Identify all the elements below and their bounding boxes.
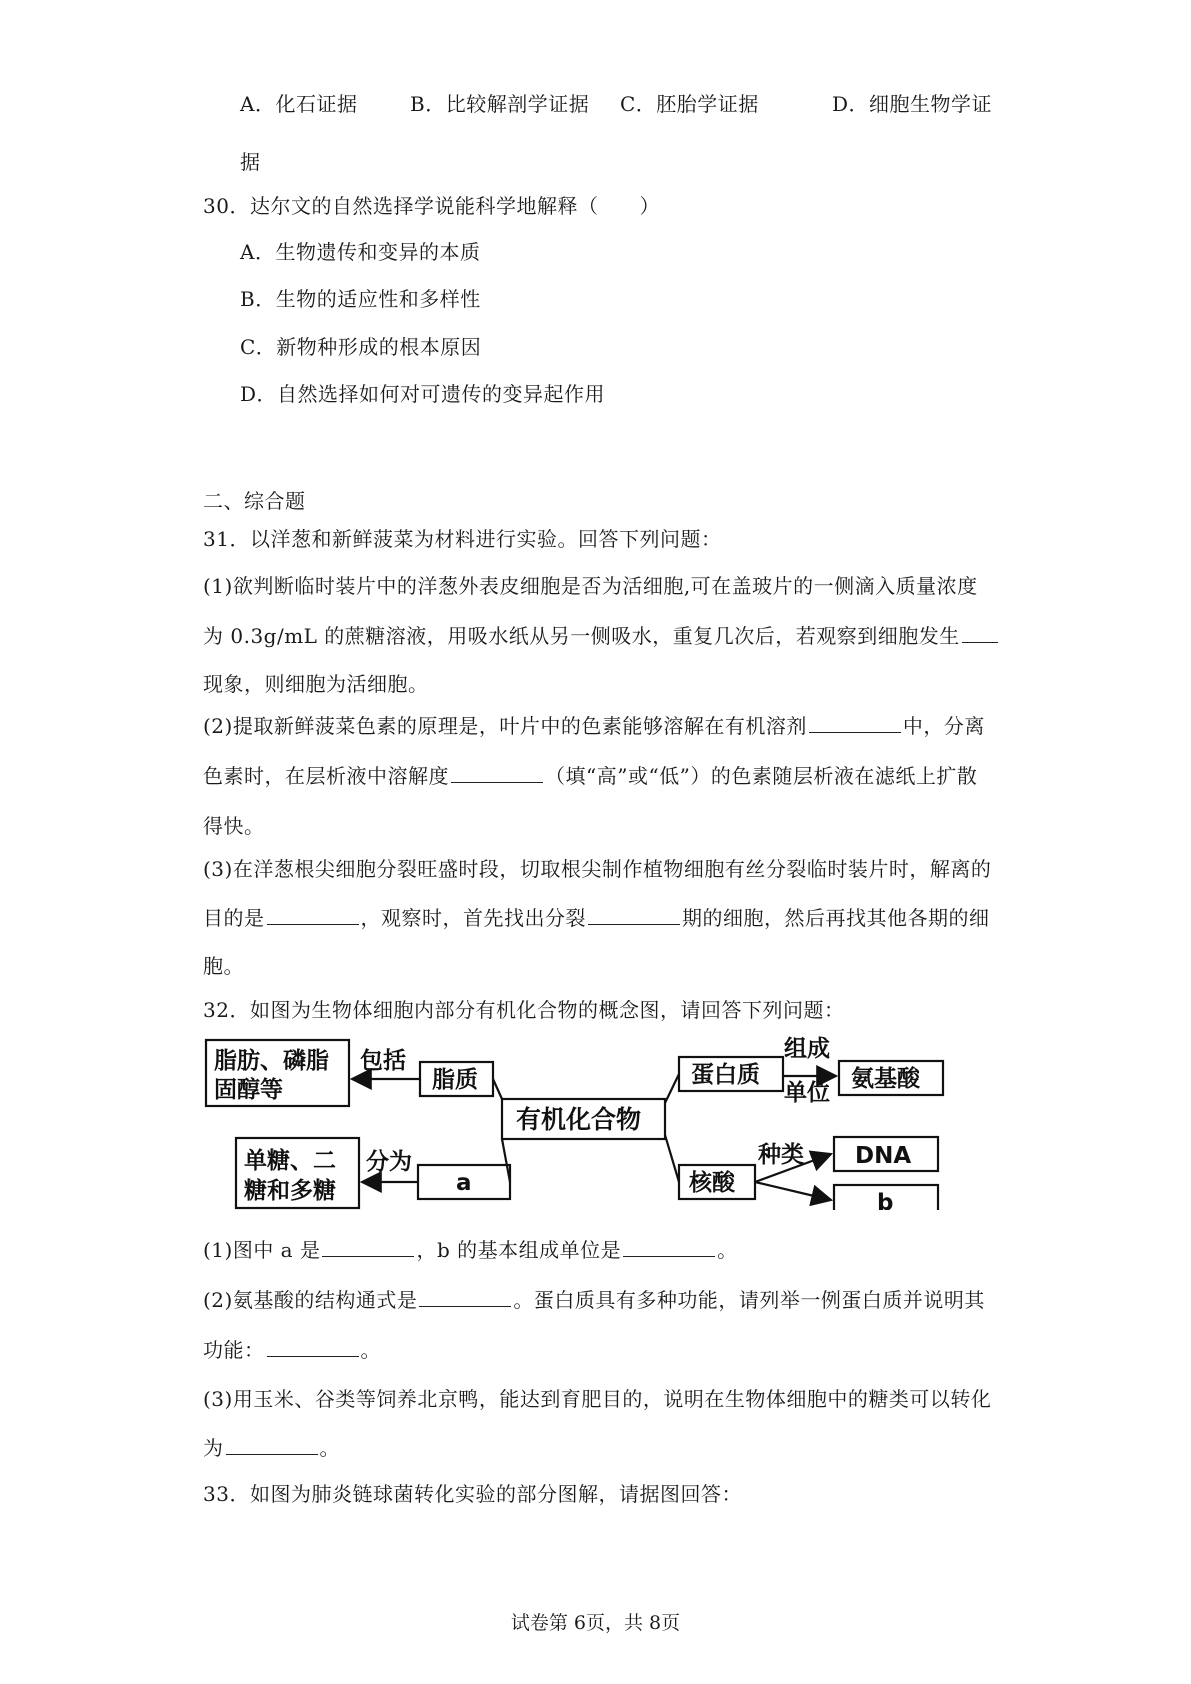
q29-option-a: A．化石证据 xyxy=(240,92,358,116)
protein-label: 蛋白质 xyxy=(691,1062,760,1088)
q31-part3-line1: (3)在洋葱根尖细胞分裂旺盛时段，切取根尖制作植物细胞有丝分裂临时装片时，解离的 xyxy=(203,857,992,881)
q32-part3-line2 xyxy=(203,1434,340,1462)
q31-part2-line2-tail: （填“高”或“低”）的色素随层析液在滤纸上扩散 xyxy=(545,764,978,788)
q31-part3-line2 xyxy=(203,904,990,932)
q31-part3-line2-mid: ，观察时，首先找出分裂 xyxy=(360,906,586,930)
q29-option-d-continued: 据 xyxy=(240,150,261,174)
q31-part2-line1-text: (2)提取新鲜菠菜色素的原理是，叶片中的色素能够溶解在有机溶剂 xyxy=(203,714,807,738)
q32-part1-tail: 。 xyxy=(717,1238,738,1262)
q31-part2-line3: 得快。 xyxy=(203,814,265,838)
q31-part2-line1-tail: 中，分离 xyxy=(902,714,985,738)
q32-stem: 32．如图为生物体细胞内部分有机化合物的概念图，请回答下列问题： xyxy=(203,998,845,1022)
section-title: 二、综合题 xyxy=(203,489,306,513)
answer-blank[interactable] xyxy=(623,1236,715,1257)
lipid-types-line1: 脂肪、磷脂 xyxy=(214,1048,329,1074)
answer-blank[interactable] xyxy=(267,1336,359,1357)
dna-label: DNA xyxy=(855,1143,912,1169)
amino-label: 氨基酸 xyxy=(851,1066,920,1092)
q32-part1-text: (1)图中 a 是 xyxy=(203,1238,321,1262)
lipid-label: 脂质 xyxy=(432,1067,478,1093)
center-label: 有机化合物 xyxy=(516,1105,642,1134)
q32-part2-line2 xyxy=(203,1336,381,1364)
answer-blank[interactable] xyxy=(267,904,359,925)
a-label: a xyxy=(456,1170,472,1196)
lipid-edge-label: 包括 xyxy=(360,1048,406,1074)
q30-option-b: B．生物的适应性和多样性 xyxy=(240,287,481,311)
q32-part2-tail: 。蛋白质具有多种功能，请列举一例蛋白质并说明其 xyxy=(513,1288,985,1312)
q29-option-c: C．胚胎学证据 xyxy=(620,92,759,116)
nucleic-edge-label: 种类 xyxy=(758,1142,804,1168)
q31-stem: 31．以洋葱和新鲜菠菜为材料进行实验。回答下列问题： xyxy=(203,527,722,551)
q31-part1-line1: (1)欲判断临时装片中的洋葱外表皮细胞是否为活细胞,可在盖玻片的一侧滴入质量浓度 xyxy=(203,574,978,598)
answer-blank[interactable] xyxy=(419,1286,511,1307)
answer-blank[interactable] xyxy=(322,1236,414,1257)
q31-part1-line2 xyxy=(203,622,1000,650)
q32-part3-line1: (3)用玉米、谷类等饲养北京鸭，能达到育肥目的，说明在生物体细胞中的糖类可以转化 xyxy=(203,1387,992,1411)
answer-blank[interactable] xyxy=(809,712,901,733)
q32-part1 xyxy=(203,1236,738,1264)
q32-part3-line2-text: 为 xyxy=(203,1436,224,1460)
q30-option-a: A．生物遗传和变异的本质 xyxy=(240,240,481,264)
q32-part2-line2-tail: 。 xyxy=(360,1338,381,1362)
q32-part2-text: (2)氨基酸的结构通式是 xyxy=(203,1288,418,1312)
a-edge-label: 分为 xyxy=(366,1149,412,1175)
concept-map xyxy=(200,1030,960,1210)
q31-part1-line2-text: 为 0.3g/mL 的蔗糖溶液，用吸水纸从另一侧吸水，重复几次后，若观察到细胞发生 xyxy=(203,624,960,648)
q29-option-b: B．比较解剖学证据 xyxy=(410,92,590,116)
lipid-types-line2: 固醇等 xyxy=(214,1077,283,1103)
q31-part2-line2-text: 色素时，在层析液中溶解度 xyxy=(203,764,449,788)
q32-part1-mid: ，b 的基本组成单位是 xyxy=(416,1238,622,1262)
sugar-types-line2: 糖和多糖 xyxy=(244,1178,336,1204)
nucleic-label: 核酸 xyxy=(689,1170,735,1196)
protein-edge-line1: 组成 xyxy=(784,1036,830,1062)
q32-part2-line2-text: 功能： xyxy=(203,1338,265,1362)
q30-option-d: D．自然选择如何对可遗传的变异起作用 xyxy=(240,382,606,406)
q30-stem: 30．达尔文的自然选择学说能科学地解释（ ） xyxy=(203,194,660,218)
q31-part3-line2-text: 目的是 xyxy=(203,906,265,930)
q31-part3-line2-tail: 期的细胞，然后再找其他各期的细 xyxy=(682,906,990,930)
q31-part2-line2 xyxy=(203,762,977,790)
answer-blank[interactable] xyxy=(962,622,998,643)
q30-option-c: C．新物种形成的根本原因 xyxy=(240,335,482,359)
q32-part2-line1 xyxy=(203,1286,985,1314)
b-label: b xyxy=(877,1190,894,1210)
q31-part1-line3: 现象，则细胞为活细胞。 xyxy=(203,672,429,696)
answer-blank[interactable] xyxy=(588,904,680,925)
answer-blank[interactable] xyxy=(226,1434,318,1455)
protein-edge-line2: 单位 xyxy=(784,1080,830,1106)
q31-part2-line1 xyxy=(203,712,985,740)
answer-blank[interactable] xyxy=(451,762,543,783)
q32-part3-line2-tail: 。 xyxy=(319,1436,340,1460)
sugar-types-line1: 单糖、二 xyxy=(244,1148,336,1174)
q29-option-d: D．细胞生物学证 xyxy=(832,92,993,116)
page-footer: 试卷第 6页，共 8页 xyxy=(510,1612,681,1634)
q31-part3-line3: 胞。 xyxy=(203,954,244,978)
q33-stem: 33．如图为肺炎链球菌转化实验的部分图解，请据图回答： xyxy=(203,1482,742,1506)
